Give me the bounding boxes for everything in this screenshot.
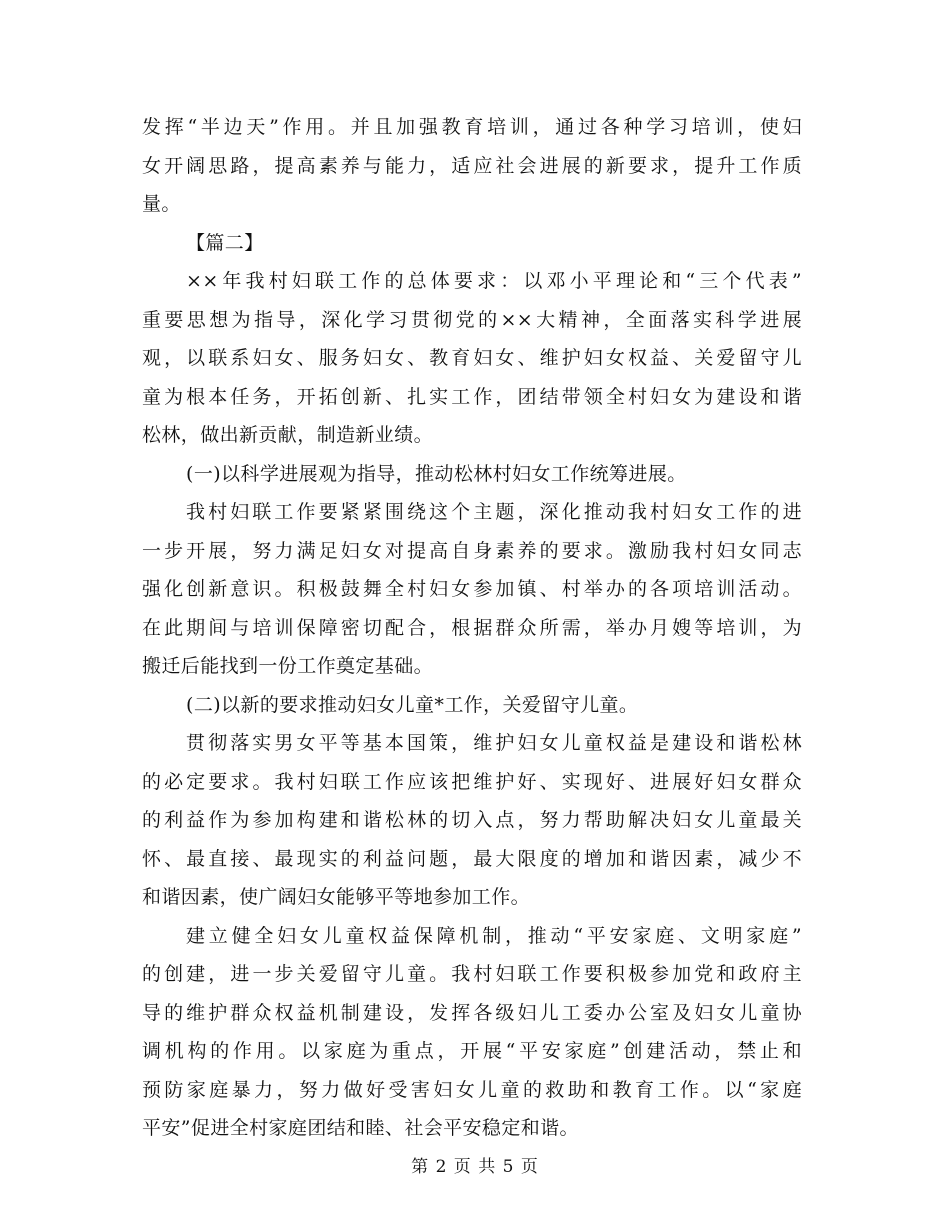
text-line: 重要思想为指导，深化学习贯彻党的××大精神，全面落实科学进展 bbox=[142, 308, 802, 331]
document-body bbox=[142, 108, 802, 1148]
text-line: ××年我村妇联工作的总体要求：以邓小平理论和“三个代表” bbox=[186, 270, 802, 292]
text-line: 一步开展，努力满足妇女对提高自身素养的要求。激励我村妇女同志 bbox=[142, 539, 802, 562]
text-line: 女开阔思路，提高素养与能力，适应社会进展的新要求，提升工作质 bbox=[142, 154, 802, 177]
subsection-heading: (二)以新的要求推动妇女儿童*工作，关爱留守儿童。 bbox=[186, 693, 639, 716]
text-line: 贯彻落实男女平等基本国策，维护妇女儿童权益是建设和谐松林 bbox=[186, 732, 802, 754]
text-line: 导的维护群众权益机制建设，发挥各级妇儿工委办公室及妇女儿童协 bbox=[142, 1001, 802, 1024]
text-line: 的创建，进一步关爱留守儿童。我村妇联工作要积极参加党和政府主 bbox=[142, 963, 802, 985]
text-line: 的利益作为参加构建和谐松林的切入点，努力帮助解决妇女儿童最关 bbox=[142, 809, 802, 831]
text-line: 观，以联系妇女、服务妇女、教育妇女、维护妇女权益、关爱留守儿 bbox=[142, 347, 802, 369]
text-line: 怀、最直接、最现实的利益问题，最大限度的增加和谐因素，减少不 bbox=[142, 847, 802, 870]
section-heading: 【篇二】 bbox=[186, 231, 264, 254]
text-line: 调机构的作用。以家庭为重点，开展“平安家庭”创建活动，禁止和 bbox=[142, 1040, 802, 1062]
text-line: 发挥“半边天”作用。并且加强教育培训，通过各种学习培训，使妇 bbox=[142, 116, 802, 138]
text-line: 平安”促进全村家庭团结和睦、社会平安稳定和谐。 bbox=[142, 1117, 579, 1139]
text-line: 童为根本任务，开拓创新、扎实工作，团结带领全村妇女为建设和谐 bbox=[142, 385, 802, 408]
text-line: 在此期间与培训保障密切配合，根据群众所需，举办月嫂等培训，为 bbox=[142, 616, 802, 639]
text-line: 和谐因素，使广阔妇女能够平等地参加工作。 bbox=[142, 886, 531, 908]
text-line: 强化创新意识。积极鼓舞全村妇女参加镇、村举办的各项培训活动。 bbox=[142, 578, 802, 600]
page-number: 第 2 页 共 5 页 bbox=[411, 1157, 539, 1177]
text-line: 建立健全妇女儿童权益保障机制，推动“平安家庭、文明家庭” bbox=[186, 924, 802, 947]
text-line: 量。 bbox=[142, 193, 181, 215]
text-line: 搬迁后能找到一份工作奠定基础。 bbox=[142, 655, 434, 677]
text-line: 的必定要求。我村妇联工作应该把维护好、实现好、进展好妇女群众 bbox=[142, 770, 802, 793]
text-line: 我村妇联工作要紧紧围绕这个主题，深化推动我村妇女工作的进 bbox=[186, 501, 802, 523]
text-line: 松林，做出新贡献，制造新业绩。 bbox=[142, 424, 434, 446]
subsection-heading: (一)以科学进展观为指导，推动松林村妇女工作统筹进展。 bbox=[186, 462, 687, 485]
text-line: 预防家庭暴力，努力做好受害妇女儿童的救助和教育工作。以“家庭 bbox=[142, 1078, 802, 1101]
